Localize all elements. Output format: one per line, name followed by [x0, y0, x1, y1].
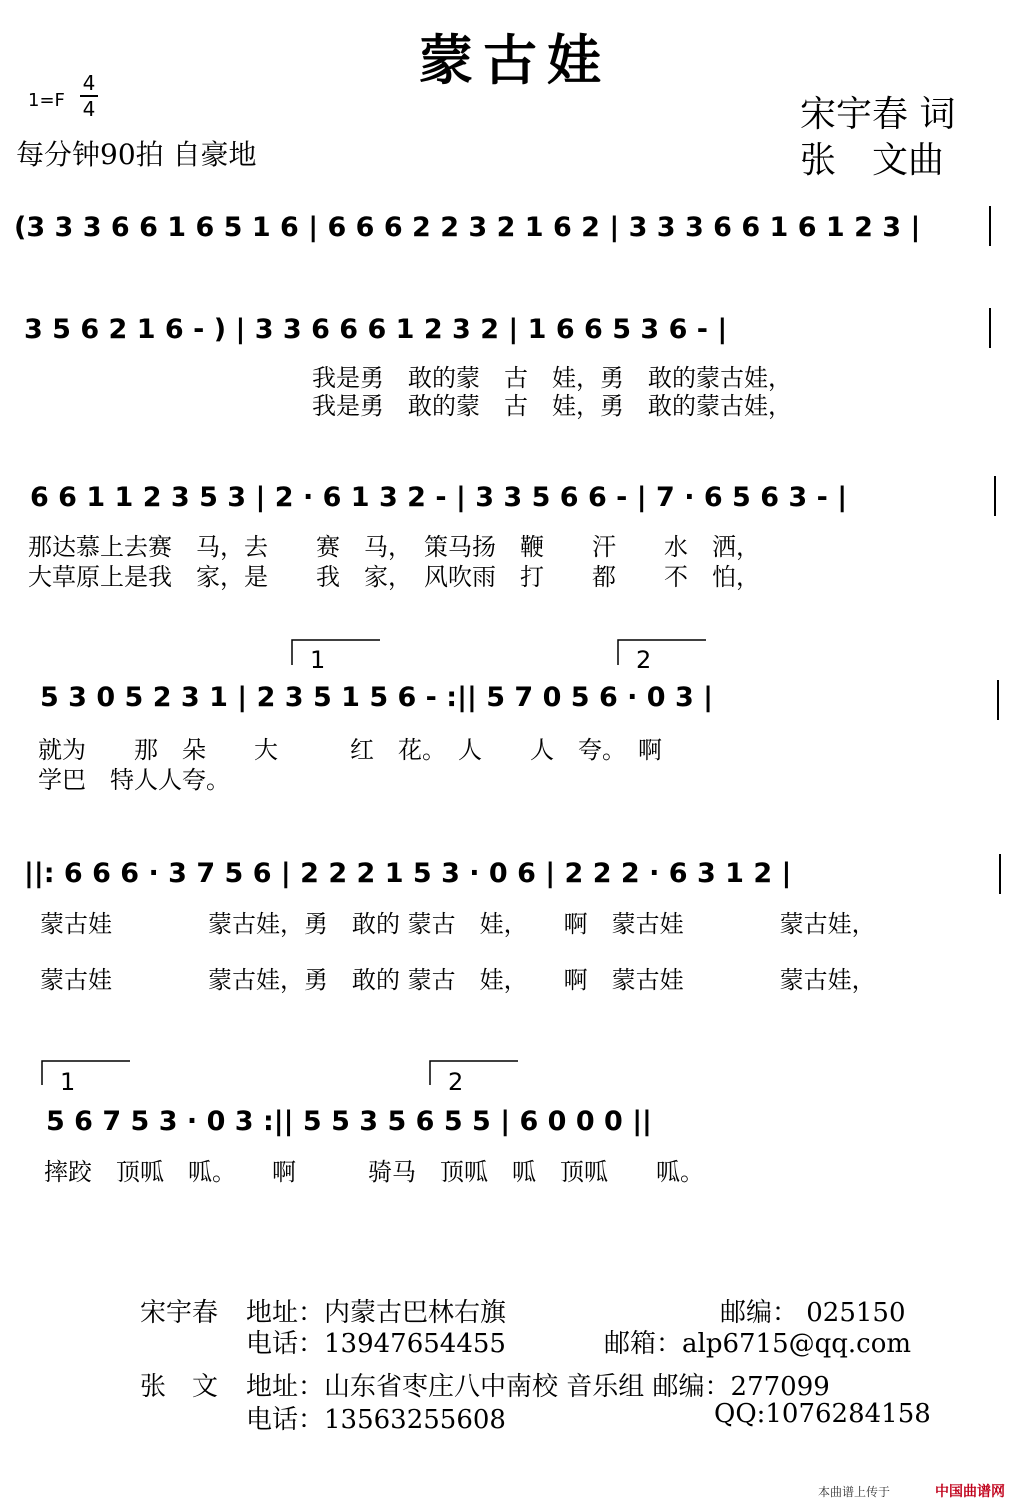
music-line-6: 5 6 7 5 3 · 0 3 :|| 5 5 3 5 6 5 5 | 6 0 0 0 ||: [46, 1106, 652, 1137]
lyric-line-3b: 大草原上是我 家，是 我 家， 风吹雨 打 都 不 怕，: [28, 563, 760, 591]
composer-credit: 张 文曲: [800, 140, 945, 181]
contact-song-name: 宋宇春: [140, 1298, 219, 1328]
music-line-5: ||: 6 6 6 · 3 7 5 6 | 2 2 2 1 5 3 · 0 6 | 2 2 2 · 6 3 1 2 |: [24, 858, 792, 889]
time-signature-bottom: 4: [82, 97, 96, 121]
volta-1b-label: 1: [60, 1068, 76, 1096]
contact-zhang-qq: QQ:1076284158: [714, 1399, 931, 1429]
volta-2b-label: 2: [448, 1068, 464, 1096]
site-logo: 中国曲谱网: [935, 1484, 1005, 1500]
contact-song-email: 邮箱：alp6715@qq.com: [604, 1329, 912, 1359]
song-title: 蒙古娃: [419, 29, 611, 92]
volta-2-label: 2: [636, 646, 652, 674]
lyricist-credit: 宋宇春 词: [800, 94, 956, 135]
music-line-1: (3 3 3 6 6 1 6 5 1 6 | 6 6 6 2 2 3 2 1 6 2 | 3 3 3 6 6 1 6 1 2 3 |: [14, 212, 921, 243]
lyric-line-2a: 我是勇 敢的蒙 古 娃，勇 敢的蒙古娃，: [312, 364, 792, 392]
music-line-3: 6 6 1 1 2 3 5 3 | 2 · 6 1 3 2 - | 3 3 5 6 6 - | 7 · 6 5 6 3 - |: [30, 482, 848, 513]
lyric-line-5a: 蒙古娃 蒙古娃，勇 敢的 蒙古 娃， 啊 蒙古娃 蒙古娃，: [40, 910, 876, 938]
tempo-marking: 每分钟90拍 自豪地: [16, 138, 257, 171]
upload-note: 本曲谱上传于: [818, 1485, 891, 1499]
contact-zhang-address: 地址：山东省枣庄八中南校 音乐组 邮编：277099: [246, 1372, 830, 1402]
contact-song-address: 地址：内蒙古巴林右旗: [246, 1298, 507, 1328]
volta-1-label: 1: [310, 646, 326, 674]
contact-song-zip: 邮编： 025150: [720, 1298, 906, 1328]
time-signature-top: 4: [82, 71, 96, 95]
music-line-4: 5 3 0 5 2 3 1 | 2 3 5 1 5 6 - :|| 5 7 0 5 6 · 0 3 |: [40, 682, 714, 713]
lyric-line-6: 摔跤 顶呱 呱。 啊 骑马 顶呱 呱 顶呱 呱。: [44, 1158, 704, 1186]
lyric-line-2b: 我是勇 敢的蒙 古 娃，勇 敢的蒙古娃，: [312, 392, 792, 420]
contact-zhang-phone: 电话：13563255608: [246, 1405, 506, 1435]
lyric-line-4a: 就为 那 朵 大 红 花。 人 人 夸。 啊: [38, 736, 662, 764]
music-line-2: 3 5 6 2 1 6 - ) | 3 3 6 6 6 1 2 3 2 | 1 6 6 5 3 6 - |: [24, 314, 728, 345]
lyric-line-3a: 那达慕上去赛 马，去 赛 马， 策马扬 鞭 汗 水 洒，: [28, 533, 760, 561]
lyric-line-4b: 学巴 特人人夸。: [38, 766, 230, 794]
contact-song-phone: 电话：13947654455: [246, 1329, 506, 1359]
lyric-line-5b: 蒙古娃 蒙古娃，勇 敢的 蒙古 娃， 啊 蒙古娃 蒙古娃，: [40, 966, 876, 994]
key-signature: 1=F: [28, 90, 65, 111]
contact-zhang-name: 张 文: [140, 1372, 219, 1402]
